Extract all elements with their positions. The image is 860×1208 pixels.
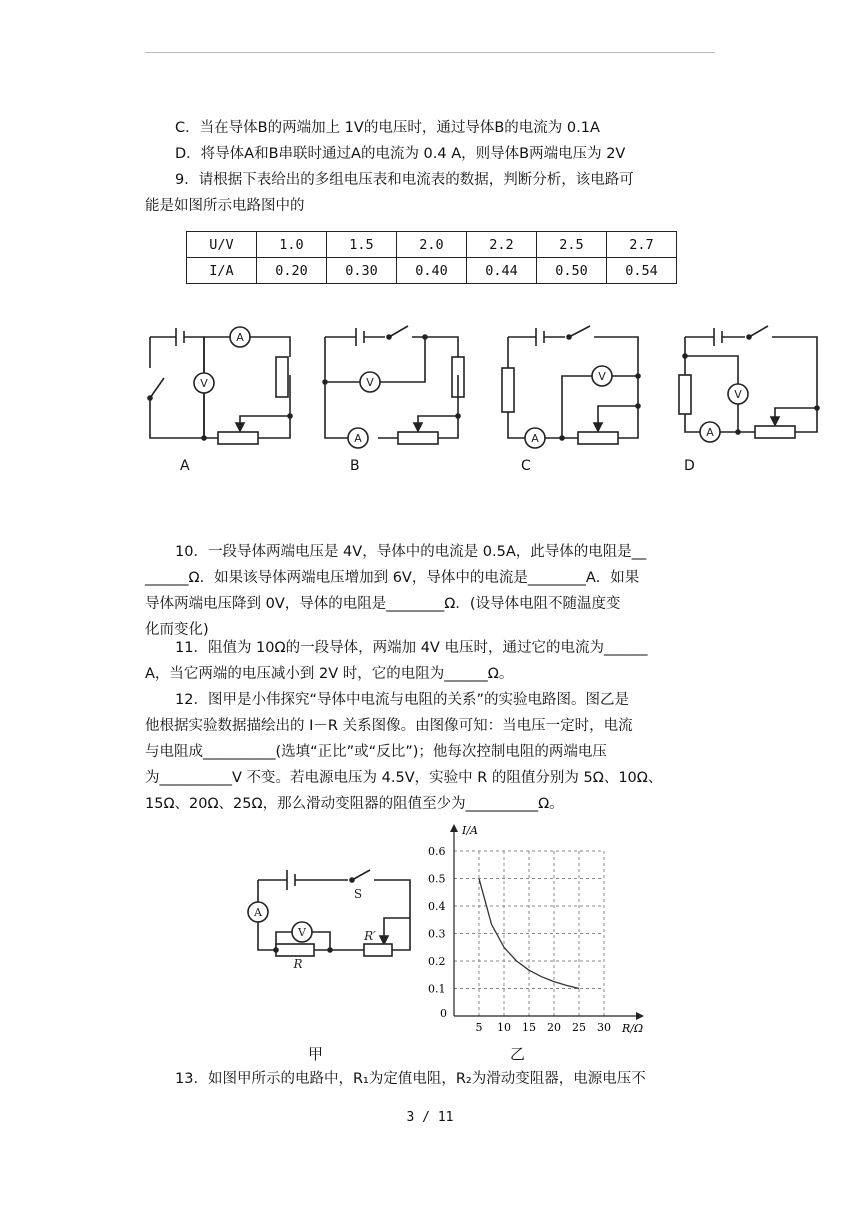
table-cell: 0.20 [257, 258, 327, 284]
question-10-line1: 10．一段导体两端电压是 4V，导体中的电流是 0.5A，此导体的电阻是__ [175, 544, 647, 560]
graph-origin: 0 [440, 1007, 447, 1020]
rheostat-label: R′ [364, 929, 376, 943]
table-cell: 1.5 [327, 232, 397, 258]
circuit-diagrams [140, 320, 830, 450]
circuit-label-b: B [350, 458, 360, 474]
question-12-line3: 与电阻成__________(选填“正比”或“反比”)；他每次控制电阻的两端电压 [145, 744, 607, 760]
figure-jia-circuit [240, 860, 420, 970]
table-row-current [187, 258, 677, 284]
y-tick-labels [428, 845, 446, 996]
table-cell: U/V [187, 232, 257, 258]
voltmeter-label: V [734, 388, 742, 401]
ammeter-label: A [706, 426, 714, 439]
y-tick-label: 0.6 [428, 845, 446, 858]
x-tick-label: 30 [597, 1021, 611, 1034]
x-tick-labels [476, 1021, 612, 1034]
y-tick-label: 0.5 [428, 872, 446, 886]
table-cell: 0.54 [607, 258, 677, 284]
table-cell: 2.7 [607, 232, 677, 258]
circuit-c [502, 326, 640, 448]
circuit-label-c: C [521, 458, 531, 474]
circuit-d [679, 326, 819, 442]
table-cell: 0.50 [537, 258, 607, 284]
question-10-line4: 化而变化) [145, 622, 209, 638]
question-9-line1: 9．请根据下表给出的多组电压表和电流表的数据，判断分析，该电路可 [175, 172, 634, 188]
x-tick-label: 5 [475, 1021, 483, 1034]
x-tick-label: 15 [522, 1021, 536, 1034]
circuit-a [148, 327, 292, 444]
resistor-label: R [293, 957, 303, 970]
x-tick-label: 20 [547, 1021, 561, 1034]
y-tick-label: 0.4 [428, 900, 446, 913]
table-cell: 0.40 [397, 258, 467, 284]
table-cell: 2.2 [467, 232, 537, 258]
question-12-line1: 12．图甲是小伟探究“导体中电流与电阻的关系”的实验电路图。图乙是 [175, 692, 629, 708]
table-cell: I/A [187, 258, 257, 284]
x-tick-label: 25 [572, 1021, 586, 1034]
switch-label: S [353, 887, 363, 901]
table-row-voltage [187, 232, 677, 258]
data-table [186, 231, 677, 284]
graph-grid [454, 851, 604, 1016]
voltmeter-label: V [598, 370, 606, 383]
ammeter-label: A [236, 331, 244, 344]
table-cell: 2.0 [397, 232, 467, 258]
question-12-line5: 15Ω、20Ω、25Ω，那么滑动变阻器的阻值至少为__________Ω。 [145, 796, 564, 812]
table-cell: 2.5 [537, 232, 607, 258]
question-11-line2: A，当它两端的电压减小到 2V 时，它的电阻为______Ω。 [145, 666, 514, 682]
question-12-line4: 为__________V 不变。若电源电压为 4.5V，实验中 R 的阻值分别为 5Ω、10Ω、 [145, 770, 663, 786]
question-11-line1: 11．阻值为 10Ω的一段导体，两端加 4V 电压时，通过它的电流为______ [175, 640, 648, 656]
circuit-label-d: D [684, 458, 695, 474]
figure-yi-graph [420, 820, 660, 1040]
question-10-line3: 导体两端电压降到 0V，导体的电阻是________Ω．(设导体电阻不随温度变 [145, 596, 621, 612]
option-c: C．当在导体B的两端加上 1V的电压时，通过导体B的电流为 0.1A [175, 120, 600, 136]
question-12-line2: 他根据实验数据描绘出的 I－R 关系图像。由图像可知：当电压一定时，电流 [145, 718, 633, 734]
question-10-line2: ______Ω．如果该导体两端电压增加到 6V，导体中的电流是________A．如果 [145, 570, 640, 586]
circuit-b [323, 326, 464, 448]
y-axis-arrow [450, 824, 458, 832]
figure-yi-caption: 乙 [510, 1045, 526, 1063]
table-cell: 0.30 [327, 258, 397, 284]
voltmeter-label: V [366, 376, 374, 389]
circuit-label-a: A [180, 458, 190, 474]
y-tick-label: 0.2 [428, 955, 446, 968]
y-axis-label: I/A [462, 824, 478, 837]
x-tick-label: 10 [497, 1021, 511, 1034]
voltmeter-label: V [200, 377, 208, 390]
x-axis-arrow [636, 1012, 644, 1020]
figure-jia-caption: 甲 [308, 1045, 324, 1063]
x-axis-label: R/Ω [622, 1022, 644, 1035]
table-cell: 1.0 [257, 232, 327, 258]
ammeter-label: A [531, 432, 539, 445]
question-9-line2: 能是如图所示电路图中的 [145, 198, 305, 214]
ammeter-label: A [354, 432, 362, 445]
question-13-line1: 13．如图甲所示的电路中，R₁为定值电阻，R₂为滑动变阻器，电源电压不 [175, 1071, 646, 1087]
table-cell: 0.44 [467, 258, 537, 284]
voltmeter-label: V [298, 926, 306, 939]
y-tick-label: 0.1 [428, 982, 446, 996]
option-d: D．将导体A和B串联时通过A的电流为 0.4 A，则导体B两端电压为 2V [175, 146, 626, 162]
header-rule [145, 52, 715, 53]
page-number: 3 / 11 [406, 1110, 454, 1125]
ammeter-label: A [254, 906, 262, 919]
y-tick-label: 0.3 [428, 927, 446, 941]
